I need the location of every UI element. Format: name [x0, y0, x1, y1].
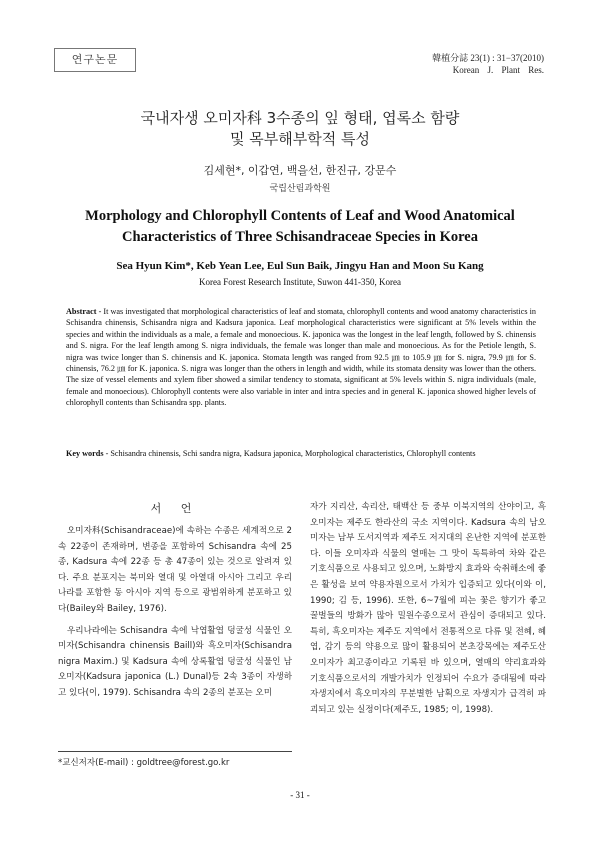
english-authors: Sea Hyun Kim*, Keb Yean Lee, Eul Sun Baik, Jingyu Han and Moon Su Kang — [116, 260, 484, 272]
section-tag: 연구논문 — [54, 48, 136, 72]
journal-line-1: 韓植分誌 23(1) : 31−37(2010) — [432, 53, 544, 63]
english-title-line-1: Morphology and Chlorophyll Contents of Leaf and Wood Anatomical — [85, 208, 515, 224]
korean-title-line-1: 국내자생 오미자科 3수종의 잎 형태, 엽록소 함량 — [140, 109, 460, 127]
abstract — [66, 306, 536, 409]
intro-paragraph-2: 우리나라에는 Schisandra 속에 낙엽활엽 덩굴성 식물인 오미자(Schisandra chinensis Baill)와 흑오미자(Schisandra nigra Maxim.) 및 Kadsura 속에 상록활엽 덩굴성 식물인 남오미자(Kadsura japonica (L.) Dunal)등 2속 3종이 자생하고 있다(이, 1979). Schisandra 속의 2종의 분포는 오미 — [58, 625, 292, 698]
body-left-column — [58, 500, 292, 708]
body-right-column — [310, 500, 546, 718]
corresponding-author-footnote: *교신저자(E-mail) : goldtree@forest.go.kr — [58, 758, 230, 768]
journal-citation — [432, 52, 544, 76]
korean-affiliation: 국립산림과학원 — [269, 184, 331, 194]
keywords — [66, 448, 536, 459]
korean-title — [60, 108, 540, 150]
korean-title-line-2: 및 목부해부학적 특성 — [230, 130, 370, 148]
korean-authors: 김세현*, 이갑연, 백을선, 한진규, 강문수 — [203, 164, 397, 177]
page-number: - 31 - — [290, 790, 310, 800]
english-title — [50, 206, 550, 248]
keywords-text: - Schisandra chinensis, Schi sandra nigra, Kadsura japonica, Morphological characteristics, Chlorophyll contents — [105, 449, 476, 458]
english-affiliation: Korea Forest Research Institute, Suwon 441-350, Korea — [199, 277, 401, 287]
intro-paragraph-1: 오미자科(Schisandraceae)에 속하는 수종은 세계적으로 2속 22종이 존재하며, 변종을 포함하여 Schisandra 속에 25종, Kadsura 속에 22종 등 총 47종이 있는 것으로 알려져 있다. 주요 분포지는 북미와 열대 및 아열대 아시아 그리고 우리나라를 포함한 동 아시아 지역 등으로 광범위하게 분포하고 있다(Bailey와 Bailey, 1976). — [58, 526, 292, 614]
footnote-divider — [58, 751, 292, 752]
abstract-text: - It was investigated that morphological characteristics of leaf and stomata, chlorophyll contents and wood anatomy characteristics in Schisandra chinensis, Schisandra nigra and Kadsura japonica. Leaf morphological characteristics were significant at 5% levels within the species and within the individuals as a male, a female and monoecious. K. japonica was the longest in the leaf length, followed by S. chinensis and S. nigra. For the leaf length among S. nigra individuals, the female was longer than male and monoecious. As for the Petiole length, S. nigra was twice longer than S. chinensis and K. japonica. Stomata length was ranged from 92.5 ㎛ to 105.9 ㎛ for S. nigra, 79.9 ㎛ for S. chinensis, 76.2 ㎛ for K. japonica. S. nigra was longer than the others in length and width, while its stomata density was lower than the others. The size of vessel elements and xylem fiber showed a similar tendency to stomata, significant at 5% levels within S. nigra individuals (male, female and monoecious). Chlorophyll contents were also variable in inter and intra species and in general K. japonica showed higher levels of chlorophyll contents than Schisandra spp. plants. — [66, 307, 537, 408]
abstract-label: Abstract — [66, 307, 97, 316]
journal-line-2: Korean J. Plant Res. — [452, 65, 544, 75]
intro-paragraph-3: 자가 지리산, 속리산, 태백산 등 중부 이북지역의 산야이고, 흑오미자는 제주도 한라산의 국소 지역이다. Kadsura 속의 남오미자는 남부 도서지역과 제주도 저지대의 온난한 지역에 분포한다. 이들 오미자과 식물의 열매는 그 맛이 독특하여 차와 같은 기호식품으로 사용되고 있으며, 노화방지 효과와 숙취해소에 좋은 활성을 보여 약용자원으로서 가치가 입증되고 있다(이와 이, 1990; 김 등, 1996). 또한, 6~7월에 피는 꽃은 향기가 좋고 꿀벌들의 방화가 많아 밀원수종으로서 관심이 증대되고 있다. 특히, 흑오미자는 제주도 지역에서 전통적으로 다류 및 전혜, 혜엽, 감기 등의 약용으로 많이 활용되어 본초강목에는 제주도산 오미자가 최고종이라고 기록된 바 있으며, 열매의 약리효과와 기호식품으로서의 개발가치가 인정되어 수요가 증대됨에 따라 자생지에서 흑오미자의 무분별한 남획으로 자생지가 급격히 파괴되고 있는 실정이다(제주도, 1985; 이, 1998). — [310, 502, 546, 715]
english-title-line-2: Characteristics of Three Schisandraceae Species in Korea — [121, 229, 478, 245]
keywords-label: Key words — [66, 449, 104, 458]
section-heading-introduction: 서 언 — [150, 502, 200, 515]
